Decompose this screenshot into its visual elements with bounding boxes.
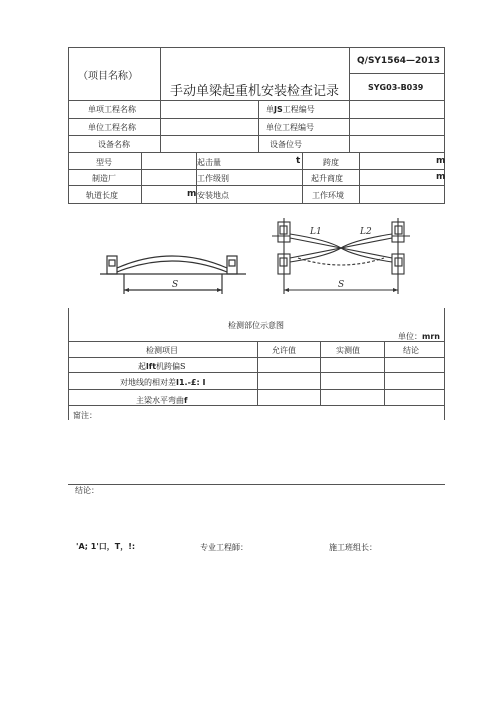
label-single-project-code-bold: JS bbox=[274, 105, 283, 114]
beam-deflection-diagram bbox=[100, 246, 246, 304]
label-track-length: 轨道长度 bbox=[86, 191, 118, 200]
row-text: 机跨偏S bbox=[156, 362, 186, 371]
project-name: （项目名称） bbox=[78, 71, 138, 82]
label-lift-height: 起升商度 bbox=[311, 174, 343, 183]
col-header-allowed: 允许值 bbox=[272, 346, 296, 355]
row-text: 对地线的相对差 bbox=[120, 378, 176, 387]
label-span: 跨度 bbox=[323, 158, 339, 167]
inspection-row-span-deviation bbox=[138, 361, 186, 372]
signature-engineer: 专业工程師： bbox=[200, 543, 248, 552]
right-diagram-l2-label: L2 bbox=[360, 227, 372, 237]
row-text-bold: lft bbox=[146, 362, 157, 371]
label-single-project-name: 单项工程名称 bbox=[88, 105, 136, 114]
col-header-conclusion: 结论 bbox=[403, 346, 419, 355]
label-unit-project-code: 单位工程编号 bbox=[266, 123, 314, 132]
row-text-bold: I1.-£: I bbox=[176, 378, 206, 387]
col-header-item: 检测项目 bbox=[146, 346, 178, 355]
row-text-bold: f bbox=[184, 396, 188, 405]
unit-span: m bbox=[436, 156, 446, 166]
standard-code: Q/SY1564—2013 bbox=[357, 56, 441, 66]
label-equipment-name: 设备名称 bbox=[98, 140, 130, 149]
form-code: SYG03-B039 bbox=[368, 83, 424, 92]
label-single-project-code-rest: 工程编号 bbox=[282, 105, 315, 114]
unit-label-value: mrn bbox=[422, 332, 440, 341]
label-equipment-position: 设备位号 bbox=[270, 140, 302, 149]
label-model: 型号 bbox=[96, 158, 112, 167]
signature-team-leader: 施工班组长： bbox=[329, 543, 377, 552]
unit-label-text: 单位： bbox=[398, 332, 422, 341]
label-work-env: 工作环境 bbox=[312, 191, 344, 200]
inspection-row-beam-bend bbox=[136, 395, 187, 406]
span-measurement-diagram bbox=[268, 214, 414, 298]
label-single-project-code-prefix: 单 bbox=[266, 105, 274, 114]
unit-lift-height: m bbox=[436, 172, 446, 182]
row-text: 主梁水平弯曲 bbox=[136, 396, 184, 405]
form-title: 手动单梁起重机安装检查记录 bbox=[170, 84, 340, 99]
row-text: 起 bbox=[138, 362, 146, 371]
inspection-row-relative-diff bbox=[120, 377, 205, 388]
col-header-measured: 实测值 bbox=[336, 346, 360, 355]
diagram-caption: 检测部位示意图 bbox=[228, 321, 284, 330]
signature-left: 'A; 1'口，T，!: bbox=[76, 542, 136, 551]
left-diagram-s-label: S bbox=[172, 280, 179, 290]
label-lift-capacity: 起击量 bbox=[197, 158, 221, 167]
label-unit-project-name: 单位工程名称 bbox=[88, 123, 136, 132]
label-single-project-code bbox=[266, 104, 315, 115]
conclusion-label: 结论： bbox=[75, 486, 99, 495]
label-work-class: 工作级别 bbox=[197, 174, 229, 183]
unit-track-length: m bbox=[187, 189, 197, 199]
right-diagram-l1-label: L1 bbox=[310, 227, 322, 237]
label-install-location: 安装地点 bbox=[197, 191, 229, 200]
remarks-label: 甯注： bbox=[73, 411, 97, 420]
right-diagram-s-label: S bbox=[338, 280, 345, 290]
label-manufacturer: 制造厂 bbox=[92, 174, 116, 183]
unit-lift-capacity: t bbox=[296, 156, 301, 166]
